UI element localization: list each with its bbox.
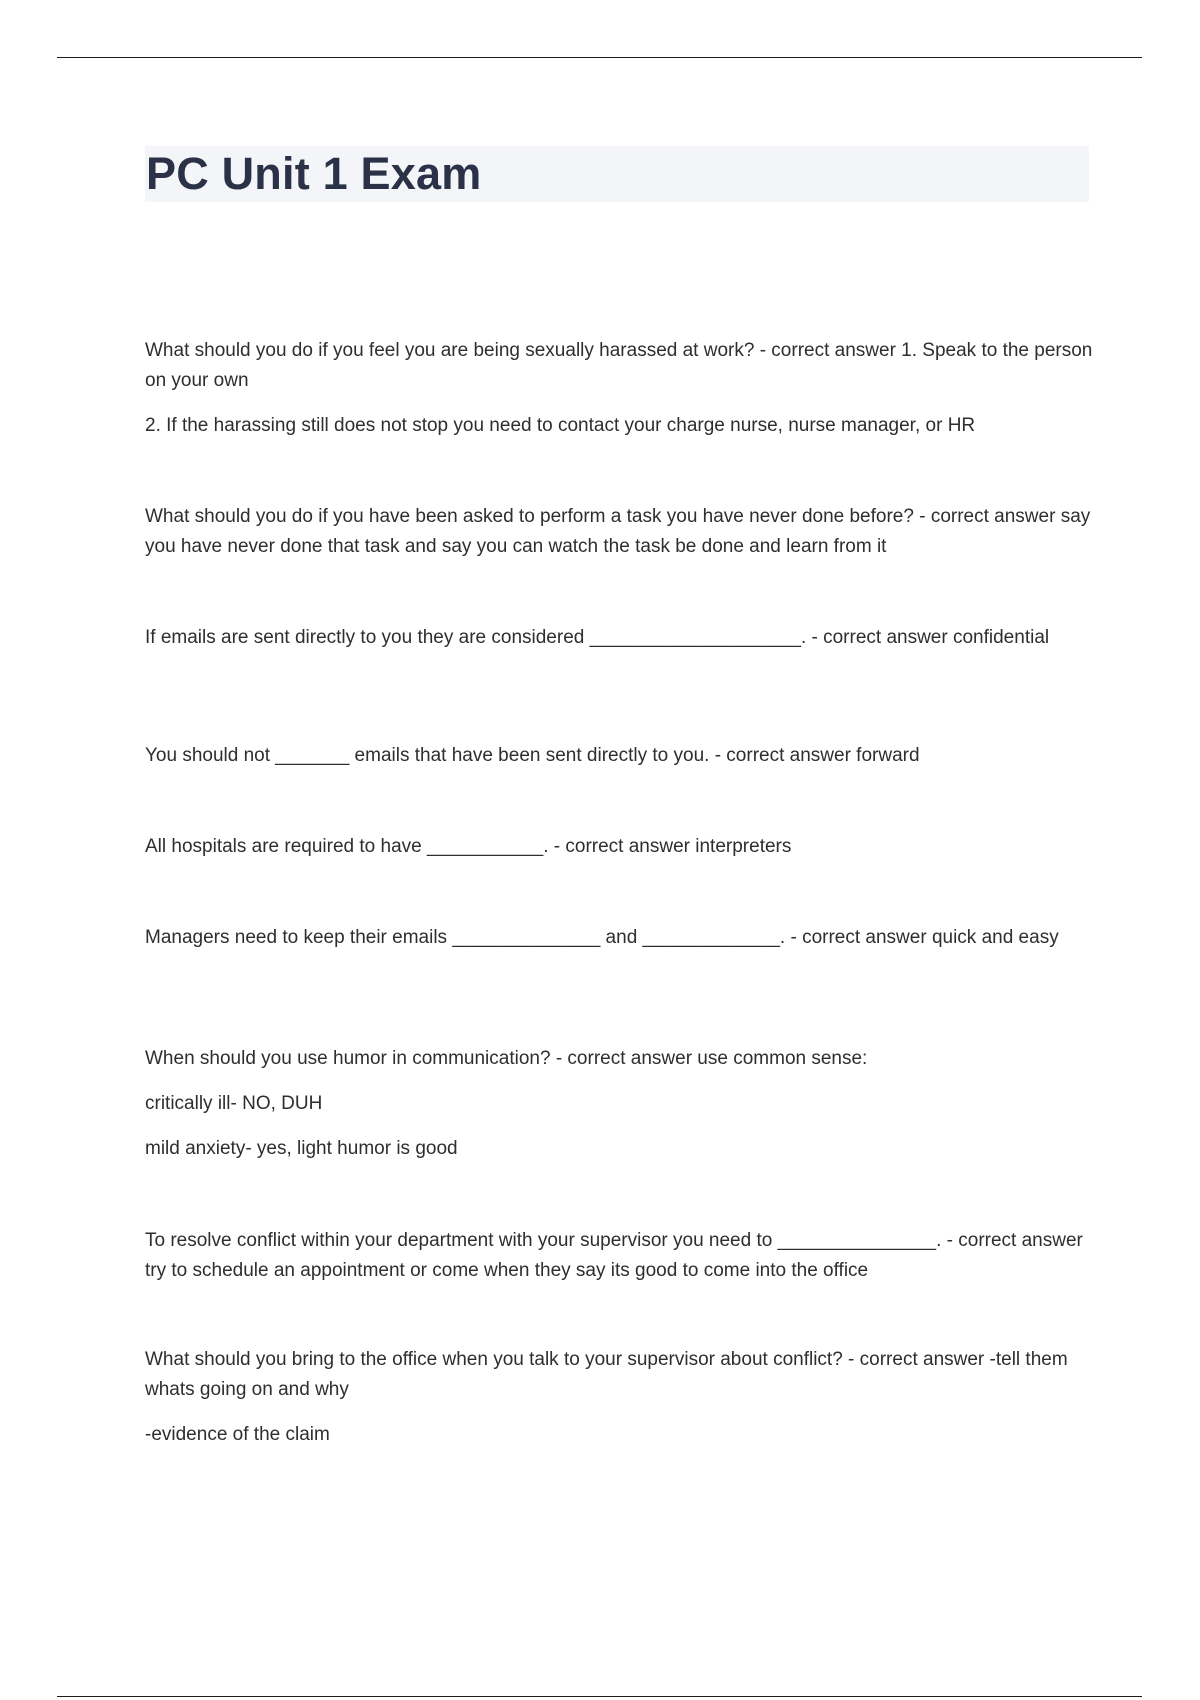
top-rule xyxy=(57,57,1142,58)
qa-text: -evidence of the claim xyxy=(145,1424,330,1445)
qa-text: 2. If the harassing still does not stop you need to contact your charge nurse, nurse manager, or HR xyxy=(145,415,976,436)
qa-text: If emails are sent directly to you they are considered ____________________. - correct answer confidential xyxy=(145,627,1050,648)
qa-item xyxy=(145,1226,1095,1286)
bottom-rule xyxy=(57,1696,1142,1697)
qa-text: mild anxiety- yes, light humor is good xyxy=(145,1138,458,1159)
qa-item xyxy=(145,336,1095,441)
qa-text: What should you do if you feel you are being sexually harassed at work? - correct answer 1. Speak to the person on your own xyxy=(145,340,1093,391)
qa-item xyxy=(145,832,1095,862)
qa-text: What should you do if you have been asked to perform a task you have never done before? - correct answer say you have never done that task and say you can watch the task be done and learn from it xyxy=(145,506,1091,557)
qa-text: Managers need to keep their emails ______________ and _____________. - correct answer quick and easy xyxy=(145,927,1059,948)
qa-item xyxy=(145,1044,1095,1164)
qa-item xyxy=(145,923,1095,953)
qa-item xyxy=(145,1345,1095,1450)
qa-text: You should not _______ emails that have been sent directly to you. - correct answer forward xyxy=(145,745,920,766)
qa-text: To resolve conflict within your department with your supervisor you need to _______________. - correct answer try to schedule an appointment or come when they say its good to come into the office xyxy=(145,1230,1083,1281)
qa-text: What should you bring to the office when you talk to your supervisor about conflict? - correct answer -tell them whats going on and why xyxy=(145,1349,1068,1400)
page-title: PC Unit 1 Exam xyxy=(146,148,482,199)
qa-text: All hospitals are required to have ___________. - correct answer interpreters xyxy=(145,836,792,857)
qa-text: critically ill- NO, DUH xyxy=(145,1093,323,1114)
qa-item xyxy=(145,623,1095,653)
qa-item xyxy=(145,502,1095,562)
qa-text: When should you use humor in communication? - correct answer use common sense: xyxy=(145,1048,868,1069)
qa-item xyxy=(145,741,1095,771)
